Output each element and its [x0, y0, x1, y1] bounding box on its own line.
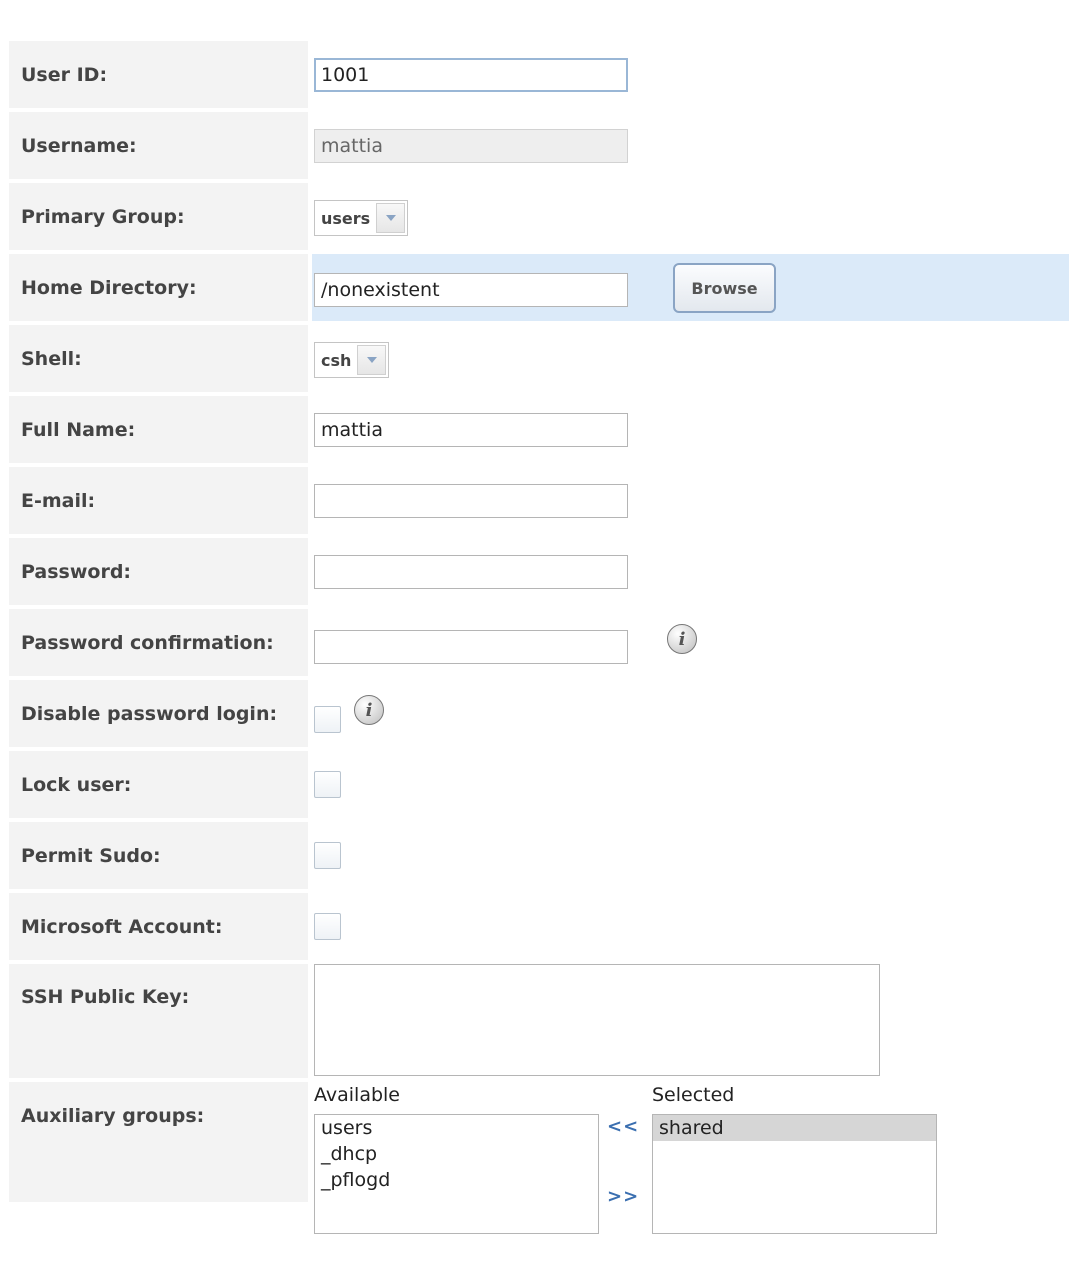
move-left-button[interactable]: <<: [607, 1116, 640, 1137]
password-input[interactable]: [314, 555, 628, 589]
list-item[interactable]: _pflogd: [321, 1169, 391, 1191]
user-edit-form: [9, 41, 1069, 1286]
username-input: [314, 129, 628, 163]
list-item[interactable]: _dhcp: [321, 1143, 378, 1165]
primary-group-select[interactable]: [314, 200, 408, 236]
full-name-input[interactable]: [314, 413, 628, 447]
row-password-confirmation: [9, 609, 1069, 676]
info-icon[interactable]: i: [354, 695, 384, 725]
email-label: E-mail:: [9, 467, 308, 534]
home-directory-label: Home Directory:: [9, 254, 308, 321]
primary-group-label: Primary Group:: [9, 183, 308, 250]
permit-sudo-checkbox[interactable]: [314, 842, 341, 869]
selected-groups-label: Selected: [652, 1084, 735, 1106]
available-groups-list[interactable]: [314, 1114, 599, 1234]
row-disable-password-login: [9, 680, 1069, 747]
lock-user-label: Lock user:: [9, 751, 308, 818]
shell-select[interactable]: [314, 342, 389, 378]
home-directory-input[interactable]: [314, 273, 628, 307]
row-password: [9, 538, 1069, 605]
auxiliary-groups-label: Auxiliary groups:: [9, 1082, 308, 1202]
row-ssh-public-key: [9, 964, 1069, 1078]
shell-value: csh: [321, 350, 352, 370]
row-primary-group: [9, 183, 1069, 250]
ssh-public-key-label: SSH Public Key:: [9, 964, 308, 1078]
user-id-label: User ID:: [9, 41, 308, 108]
primary-group-value: users: [321, 208, 371, 228]
browse-button[interactable]: Browse: [673, 263, 776, 313]
row-full-name: [9, 396, 1069, 463]
password-confirmation-input[interactable]: [314, 630, 628, 664]
chevron-down-icon[interactable]: [357, 345, 386, 375]
list-item[interactable]: users: [321, 1117, 373, 1139]
password-label: Password:: [9, 538, 308, 605]
email-input[interactable]: [314, 484, 628, 518]
disable-password-login-checkbox[interactable]: [314, 706, 341, 733]
row-microsoft-account: [9, 893, 1069, 960]
username-label: Username:: [9, 112, 308, 179]
microsoft-account-label: Microsoft Account:: [9, 893, 308, 960]
full-name-label: Full Name:: [9, 396, 308, 463]
row-lock-user: [9, 751, 1069, 818]
row-home-directory: [9, 254, 1069, 321]
row-email: [9, 467, 1069, 534]
ssh-public-key-textarea[interactable]: [314, 964, 880, 1076]
list-item[interactable]: shared: [653, 1115, 936, 1141]
lock-user-checkbox[interactable]: [314, 771, 341, 798]
row-auxiliary-groups: [9, 1082, 1069, 1282]
user-id-input[interactable]: [314, 58, 628, 92]
available-groups-label: Available: [314, 1084, 401, 1106]
microsoft-account-checkbox[interactable]: [314, 913, 341, 940]
shell-label: Shell:: [9, 325, 308, 392]
row-permit-sudo: [9, 822, 1069, 889]
selected-groups-list[interactable]: [652, 1114, 937, 1234]
chevron-down-icon[interactable]: [376, 203, 405, 233]
password-confirmation-label: Password confirmation:: [9, 609, 308, 676]
disable-password-login-label: Disable password login:: [9, 680, 308, 747]
row-user-id: [9, 41, 1069, 108]
permit-sudo-label: Permit Sudo:: [9, 822, 308, 889]
move-right-button[interactable]: >>: [607, 1186, 640, 1207]
row-shell: [9, 325, 1069, 392]
row-username: [9, 112, 1069, 179]
info-icon[interactable]: i: [667, 624, 697, 654]
